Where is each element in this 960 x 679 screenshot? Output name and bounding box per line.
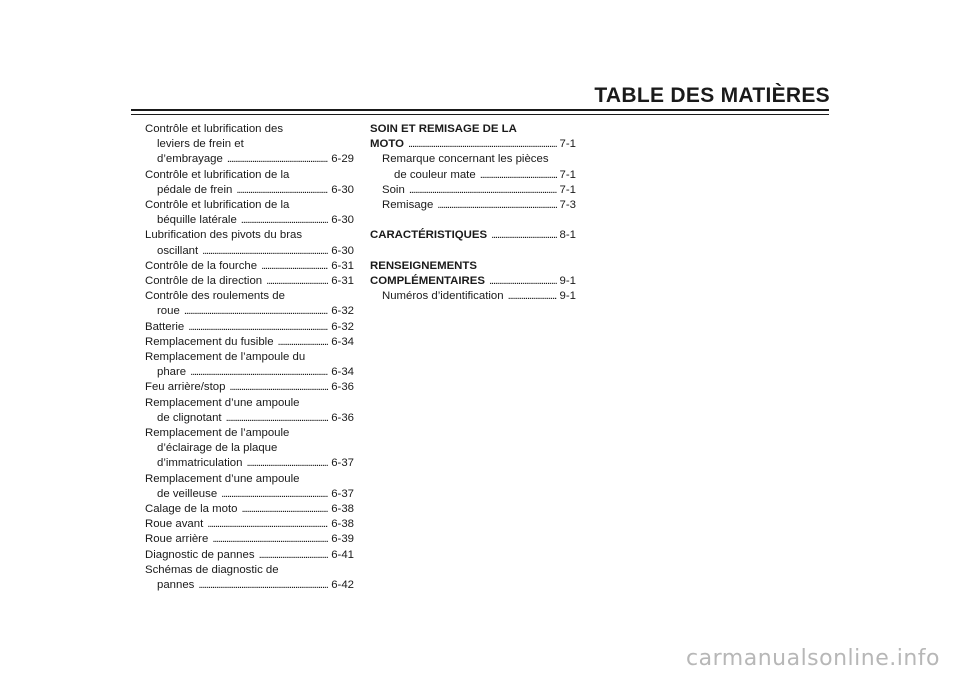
toc-section-soin[interactable]	[370, 122, 576, 152]
page-number: 6-29	[331, 153, 354, 166]
page-number: 6-37	[331, 487, 354, 500]
page-number: 6-30	[331, 183, 354, 196]
toc-entry-text: Roue arrière	[145, 533, 209, 546]
toc-entry-text: roue	[157, 305, 180, 318]
toc-entry-text: oscillant	[157, 244, 199, 257]
toc-entry[interactable]	[382, 198, 576, 213]
toc-entry-text: Schémas de diagnostic de	[145, 563, 279, 576]
toc-right-column	[370, 122, 576, 304]
toc-entry-text: d’éclairage de la plaque	[157, 442, 278, 455]
page-number: 8-1	[559, 229, 576, 242]
dot-leader	[212, 532, 328, 547]
page-number: 6-30	[331, 244, 354, 257]
toc-subsection-list	[370, 289, 576, 304]
toc-entry[interactable]	[145, 472, 354, 502]
dot-leader	[241, 213, 328, 228]
section-heading: MOTO	[370, 138, 404, 151]
page-number: 6-39	[331, 533, 354, 546]
toc-entry-text: Contrôle des roulements de	[145, 290, 285, 303]
toc-entry-text: de couleur mate	[394, 168, 476, 181]
page-number: 6-36	[331, 411, 354, 424]
toc-entry-text: de veilleuse	[157, 487, 218, 500]
dot-leader	[437, 198, 556, 213]
dot-leader	[278, 335, 329, 350]
page-number: 6-34	[331, 366, 354, 379]
toc-entry[interactable]	[145, 502, 354, 517]
page-number: 6-42	[331, 579, 354, 592]
dot-leader	[508, 289, 557, 304]
page-number: 9-1	[559, 275, 576, 287]
page-number: 6-31	[331, 259, 354, 272]
toc-entry-text: Remarque concernant les pièces	[382, 153, 549, 166]
toc-entry-text: Remplacement de l’ampoule du	[145, 351, 306, 364]
page-number: 6-34	[331, 335, 354, 348]
toc-entry-text: Contrôle de la direction	[145, 275, 263, 288]
toc-entry[interactable]	[145, 335, 354, 350]
dot-leader	[188, 320, 328, 335]
toc-entry-text: Roue avant	[145, 518, 204, 531]
toc-entry[interactable]	[145, 563, 354, 593]
toc-entry[interactable]	[145, 396, 354, 426]
toc-entry-text: Numéros d’identification	[382, 290, 504, 303]
toc-entry-text: Contrôle de la fourche	[145, 259, 258, 272]
toc-entry-text: Remisage	[382, 199, 434, 212]
toc-entry[interactable]	[145, 168, 354, 198]
dot-leader	[489, 274, 557, 289]
toc-entry-text: de clignotant	[157, 411, 222, 424]
page-number: 9-1	[559, 290, 576, 303]
dot-leader	[266, 274, 328, 289]
toc-entry-text: béquille latérale	[157, 214, 237, 227]
page-number: 7-1	[559, 138, 576, 151]
toc-entry-text: leviers de frein et	[157, 138, 244, 151]
page-number: 7-1	[559, 168, 576, 181]
page-number: 6-38	[331, 503, 354, 516]
toc-left-column	[145, 122, 354, 593]
toc-subsection-list	[370, 152, 576, 213]
toc-entry[interactable]	[145, 350, 354, 380]
toc-entry-text: Batterie	[145, 320, 185, 333]
toc-entry[interactable]	[145, 259, 354, 274]
watermark: carmanualsonline.info	[686, 646, 940, 671]
toc-entry-text: pannes	[157, 579, 195, 592]
toc-entry[interactable]	[145, 198, 354, 228]
toc-entry[interactable]	[382, 183, 576, 198]
dot-leader	[261, 259, 328, 274]
toc-entry[interactable]	[145, 228, 354, 258]
section-heading: RENSEIGNEMENTS	[370, 259, 477, 272]
toc-entry-text: Lubrification des pivots du bras	[145, 229, 303, 242]
toc-entry-text: Feu arrière/stop	[145, 381, 226, 394]
toc-entry-text: Remplacement d’une ampoule	[145, 396, 300, 409]
dot-leader	[409, 183, 557, 198]
toc-entry[interactable]	[145, 548, 354, 563]
toc-entry-text: Remplacement d’une ampoule	[145, 472, 300, 485]
toc-entry[interactable]	[145, 517, 354, 532]
toc-entry[interactable]	[145, 380, 354, 395]
dot-leader	[226, 411, 329, 426]
page-number: 6-32	[331, 305, 354, 318]
page-number: 7-3	[559, 199, 576, 212]
toc-entry-text: Calage de la moto	[145, 503, 238, 516]
dot-leader	[408, 137, 557, 152]
page-number: 6-38	[331, 518, 354, 531]
page-number: 6-37	[331, 457, 354, 470]
dot-leader	[229, 380, 328, 395]
toc-entry[interactable]	[145, 320, 354, 335]
toc-section-renseignements[interactable]	[370, 259, 576, 289]
dot-leader	[202, 244, 328, 259]
toc-entry-text: pédale de frein	[157, 183, 233, 196]
dot-leader	[259, 548, 329, 563]
dot-leader	[221, 487, 328, 502]
dot-leader	[236, 183, 328, 198]
dot-leader	[184, 304, 328, 319]
dot-leader	[198, 578, 328, 593]
dot-leader	[241, 502, 328, 517]
toc-entry[interactable]	[145, 122, 354, 168]
toc-entry-text: Soin	[382, 183, 405, 196]
toc-entry-text: d’embrayage	[157, 153, 223, 166]
dot-leader	[246, 456, 328, 471]
dot-leader	[190, 365, 328, 380]
toc-entry-text: Remplacement du fusible	[145, 335, 274, 348]
dot-leader	[491, 228, 556, 243]
toc-section-caracteristiques[interactable]	[370, 228, 576, 243]
toc-entry-text: Diagnostic de pannes	[145, 548, 255, 561]
toc-entry-text: Contrôle et lubrification des	[145, 123, 284, 135]
section-heading: CARACTÉRISTIQUES	[370, 229, 488, 242]
toc-entry[interactable]	[145, 274, 354, 289]
toc-entry-text: Remplacement de l’ampoule	[145, 427, 290, 440]
toc-entry[interactable]	[145, 289, 354, 319]
page-number: 6-32	[331, 320, 354, 333]
page-number: 7-1	[559, 183, 576, 196]
title-rule	[131, 109, 829, 115]
page-number: 6-41	[331, 548, 354, 561]
toc-entry-text: d’immatriculation	[157, 457, 243, 470]
toc-entry[interactable]	[145, 532, 354, 547]
toc-entry[interactable]	[382, 289, 576, 304]
dot-leader	[207, 517, 328, 532]
page-number: 6-31	[331, 275, 354, 288]
dot-leader	[227, 152, 328, 167]
toc-entry[interactable]	[382, 152, 576, 182]
page-title: TABLE DES MATIÈRES	[594, 84, 830, 107]
toc-entry-text: Contrôle et lubrification de la	[145, 199, 290, 212]
toc-entry-text: Contrôle et lubrification de la	[145, 168, 290, 181]
toc-entry-text: phare	[157, 366, 187, 379]
dot-leader	[480, 168, 557, 183]
page-number: 6-30	[331, 214, 354, 227]
section-heading: COMPLÉMENTAIRES	[370, 275, 485, 287]
page-number: 6-36	[331, 381, 354, 394]
toc-entry[interactable]	[145, 426, 354, 472]
section-heading: SOIN ET REMISAGE DE LA	[370, 123, 517, 135]
